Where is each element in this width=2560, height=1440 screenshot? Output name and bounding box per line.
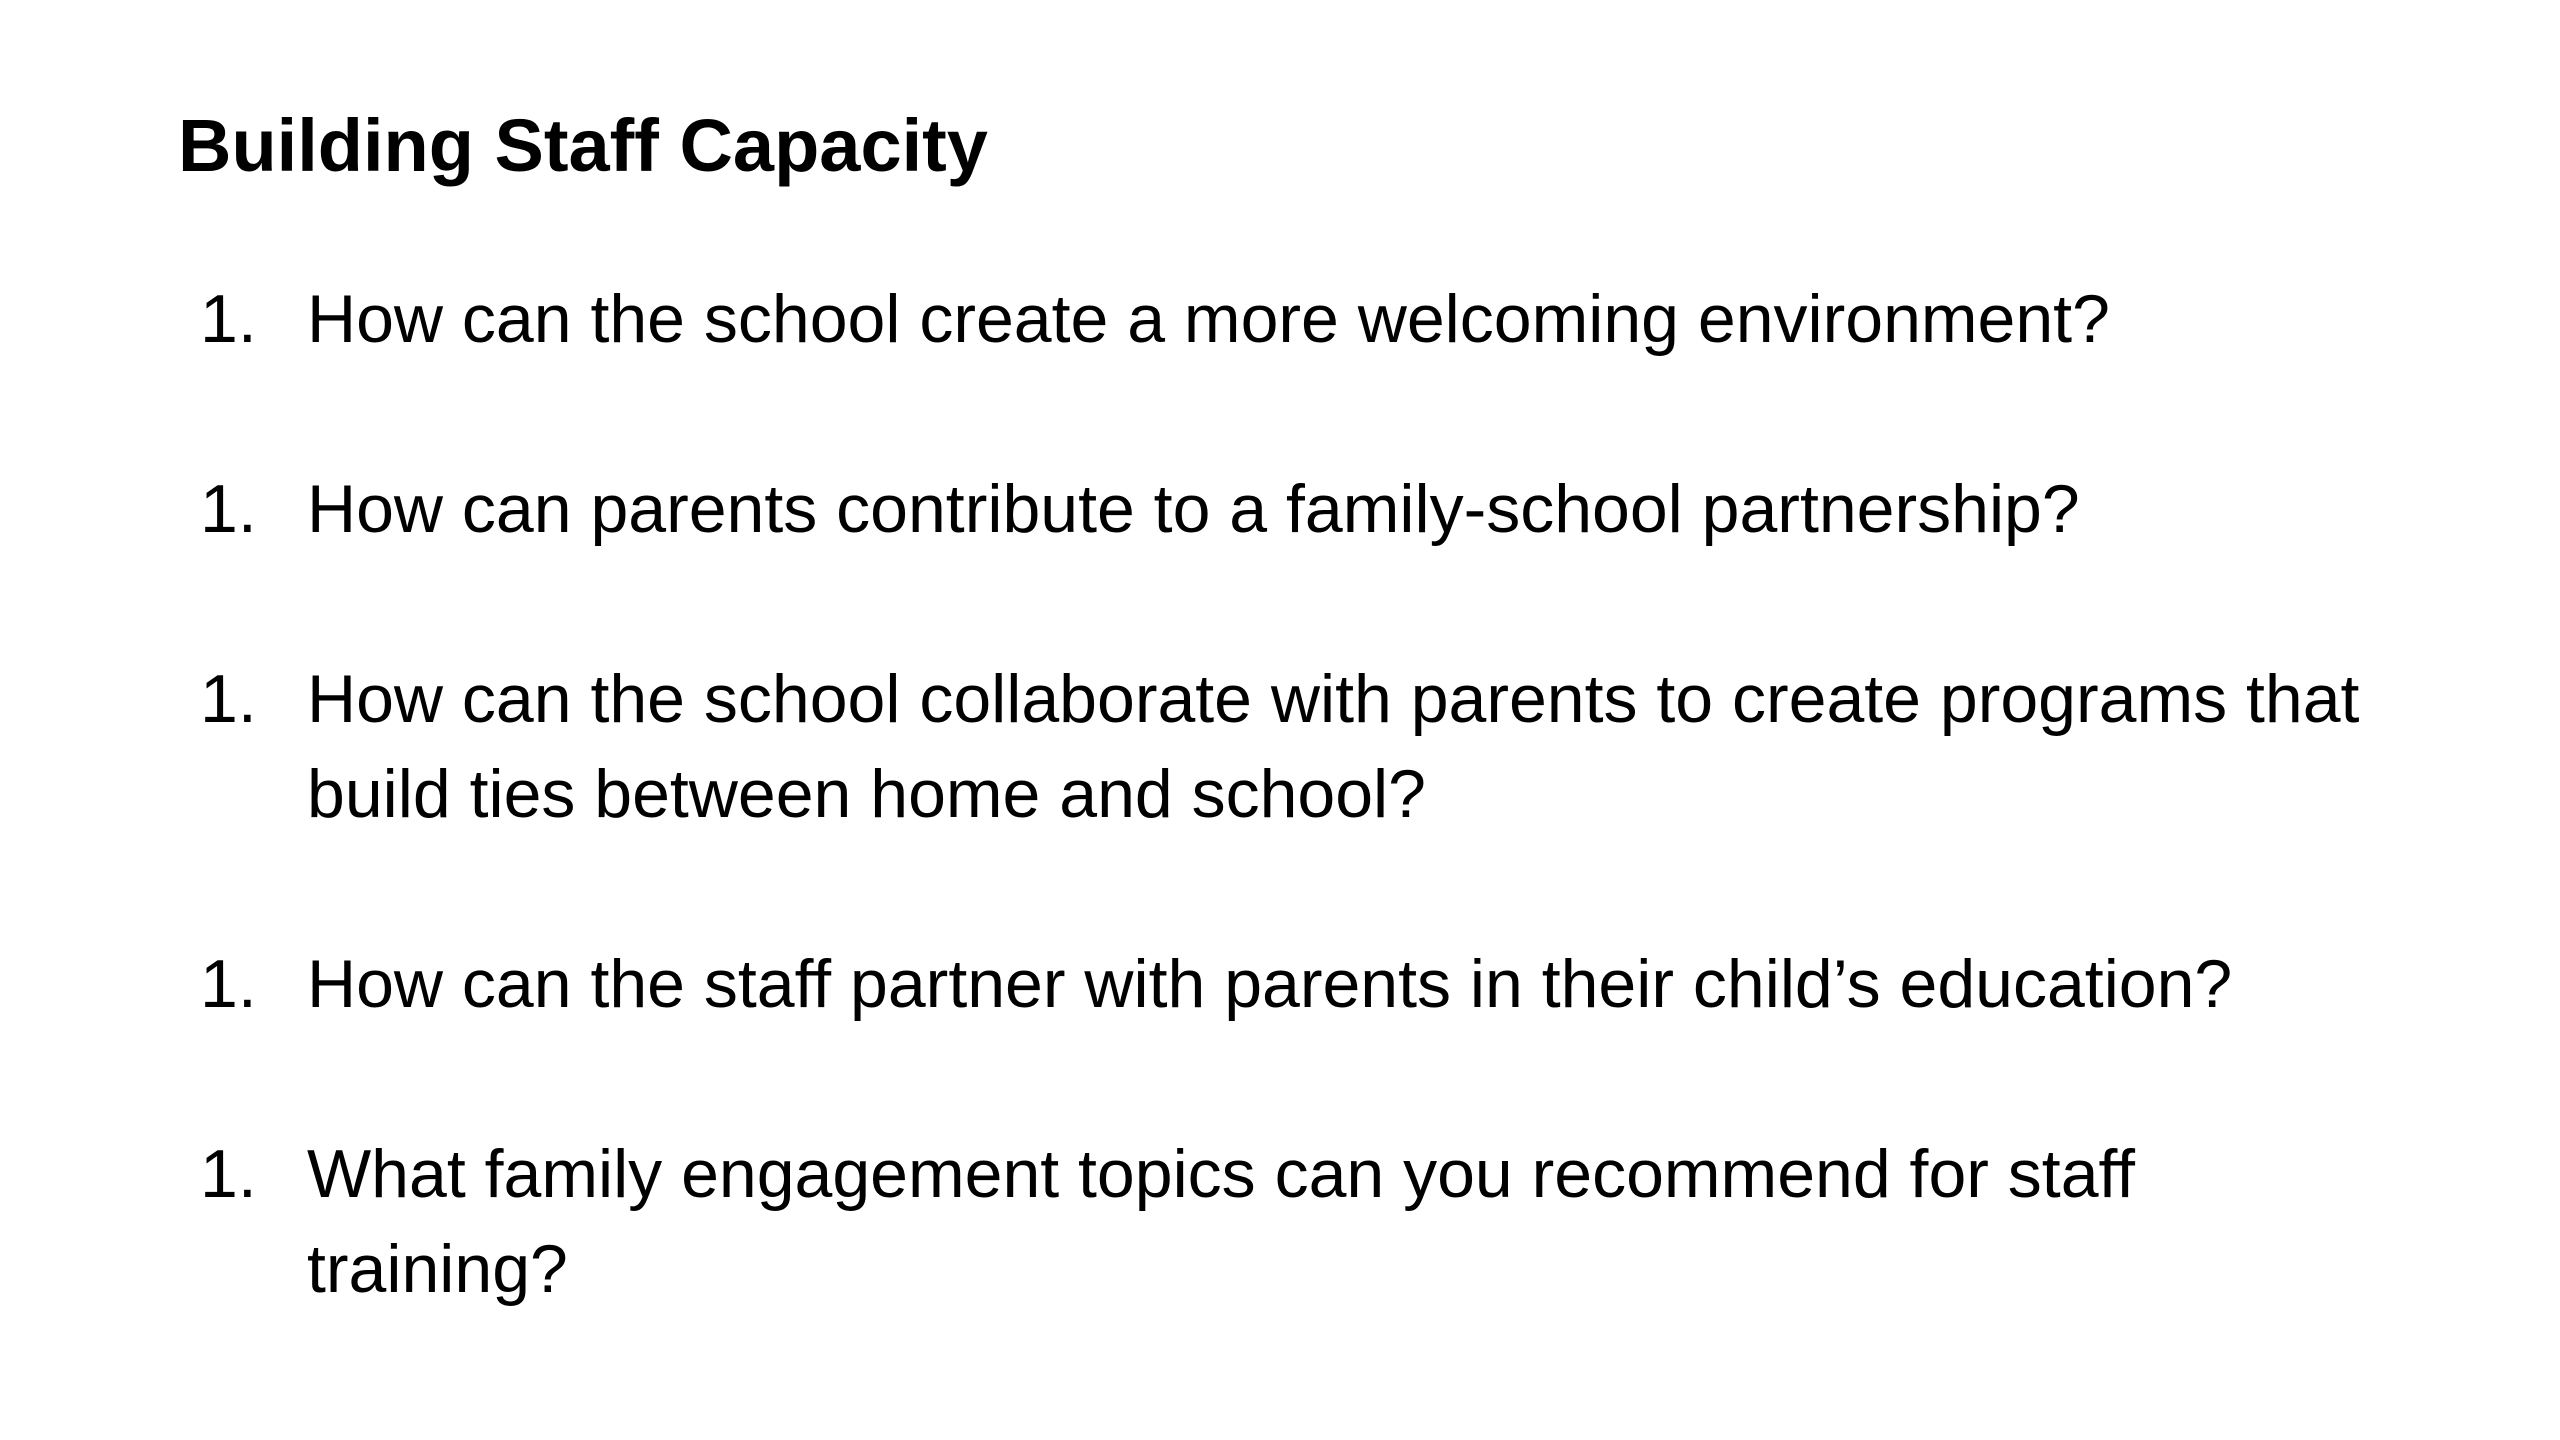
list-item-text: How can the school create a more welcoming environment? bbox=[307, 281, 2110, 357]
list-item-number: 1. bbox=[200, 1136, 257, 1212]
list-item-text: How can the school collaborate with parents to create programs that build ties between home and school? bbox=[307, 661, 2360, 832]
list-item-number: 1. bbox=[200, 661, 257, 737]
list-item-number: 1. bbox=[200, 471, 257, 547]
list-item-number: 1. bbox=[200, 281, 257, 357]
list-item-text: How can the staff partner with parents in their child’s education? bbox=[307, 946, 2233, 1022]
list-item-text: What family engagement topics can you recommend for staff training? bbox=[307, 1136, 2136, 1307]
list-item-text: How can parents contribute to a family-school partnership? bbox=[307, 471, 2080, 547]
list-item-number: 1. bbox=[200, 946, 257, 1022]
slide-title: Building Staff Capacity bbox=[178, 104, 988, 187]
